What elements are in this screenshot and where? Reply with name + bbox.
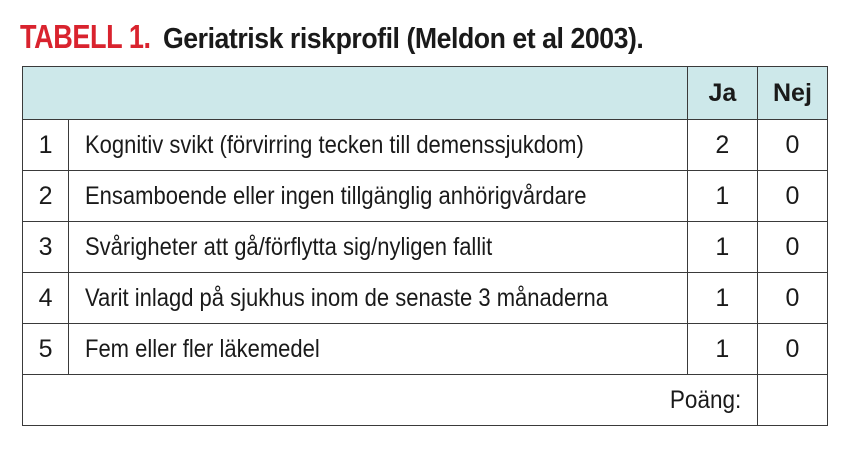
row-description: Fem eller fler läkemedel <box>85 334 320 363</box>
header-nej: Nej <box>757 67 827 120</box>
caption-label: TABELL 1. <box>20 18 151 55</box>
row-number: 3 <box>23 222 69 273</box>
total-row <box>23 375 828 426</box>
row-ja-value: 1 <box>687 324 757 375</box>
row-number: 5 <box>23 324 69 375</box>
row-description-cell <box>69 120 688 171</box>
row-nej-value: 0 <box>757 324 827 375</box>
table-row <box>23 273 828 324</box>
table-row <box>23 171 828 222</box>
row-description-cell <box>69 324 688 375</box>
total-label: Poäng: <box>669 385 741 414</box>
caption-title: Geriatrisk riskprofil (Meldon et al 2003). <box>163 23 644 55</box>
table-header-row <box>23 67 828 120</box>
row-nej-value: 0 <box>757 273 827 324</box>
row-ja-value: 1 <box>687 273 757 324</box>
row-nej-value: 0 <box>757 171 827 222</box>
row-description-cell <box>69 273 688 324</box>
row-description: Svårigheter att gå/förflytta sig/nyligen fallit <box>85 232 493 261</box>
row-description-cell <box>69 171 688 222</box>
total-value-cell <box>757 375 827 426</box>
total-label-cell <box>23 375 758 426</box>
table-row <box>23 222 828 273</box>
table-row <box>23 120 828 171</box>
risk-profile-table <box>22 66 828 426</box>
table-row <box>23 324 828 375</box>
row-ja-value: 1 <box>687 171 757 222</box>
row-number: 2 <box>23 171 69 222</box>
header-blank-cell <box>23 67 688 120</box>
header-ja: Ja <box>687 67 757 120</box>
row-number: 1 <box>23 120 69 171</box>
row-number: 4 <box>23 273 69 324</box>
row-nej-value: 0 <box>757 120 827 171</box>
row-description: Varit inlagd på sjukhus inom de senaste 3 månaderna <box>85 283 609 312</box>
row-ja-value: 1 <box>687 222 757 273</box>
row-description: Ensamboende eller ingen tillgänglig anhörigvårdare <box>85 181 587 210</box>
row-ja-value: 2 <box>687 120 757 171</box>
row-description: Kognitiv svikt (förvirring tecken till demenssjukdom) <box>85 130 584 159</box>
row-description-cell <box>69 222 688 273</box>
row-nej-value: 0 <box>757 222 827 273</box>
table-caption <box>20 14 685 60</box>
